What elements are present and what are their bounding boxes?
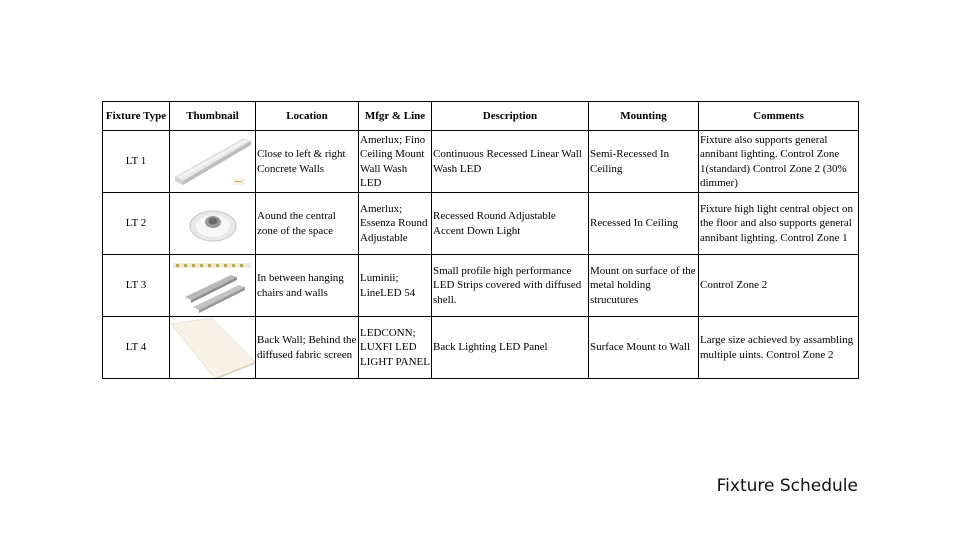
led-panel-fixture-image [171,318,255,378]
mfgr-line-cell: Luminii; LineLED 54 [359,255,432,317]
location-cell: In between hanging chairs and walls [256,255,359,317]
comments-cell: Fixture also supports general annibant lighting. Control Zone 1(standard) Control Zone 2 (30% dimmer) [699,131,859,193]
fixture-schedule-table [102,101,859,379]
table-row [103,193,859,255]
description-cell: Small profile high performance LED Strips covered with diffused shell. [432,255,589,317]
header-fixture-type: Fixture Type [103,102,170,131]
slide-title: Fixture Schedule [716,476,858,496]
mfgr-line-cell: LEDCONN; LUXFI LED LIGHT PANEL [359,317,432,379]
thumbnail-cell [170,255,256,317]
comments-cell: Control Zone 2 [699,255,859,317]
mounting-cell: Mount on surface of the metal holding strucutures [589,255,699,317]
header-comments: Comments [699,102,859,131]
table-header-row [103,102,859,131]
table-row [103,317,859,379]
location-cell: Close to left & right Concrete Walls [256,131,359,193]
mfgr-line-cell: Amerlux; Fino Ceiling Mount Wall Wash LED [359,131,432,193]
header-description: Description [432,102,589,131]
led-strip-fixture-image [171,257,255,315]
linear-wall-wash-fixture-image [173,133,253,191]
mounting-cell: Semi-Recessed In Ceiling [589,131,699,193]
round-downlight-fixture-image [178,199,248,249]
fixture-type-cell: LT 3 [103,255,170,317]
thumbnail-cell [170,317,256,379]
description-cell: Back Lighting LED Panel [432,317,589,379]
mfgr-line-cell: Amerlux; Essenza Round Adjustable [359,193,432,255]
comments-cell: Large size achieved by assambling multiple uints. Control Zone 2 [699,317,859,379]
location-cell: Back Wall; Behind the diffused fabric screen [256,317,359,379]
description-cell: Continuous Recessed Linear Wall Wash LED [432,131,589,193]
header-thumbnail: Thumbnail [170,102,256,131]
fixture-type-cell: LT 4 [103,317,170,379]
mounting-cell: Recessed In Ceiling [589,193,699,255]
description-cell: Recessed Round Adjustable Accent Down Light [432,193,589,255]
header-mfgr-line: Mfgr & Line [359,102,432,131]
location-cell: Aound the central zone of the space [256,193,359,255]
fixture-type-cell: LT 2 [103,193,170,255]
header-location: Location [256,102,359,131]
comments-cell: Fixture high light central object on the floor and also supports general annibant lighting. Control Zone 1 [699,193,859,255]
thumbnail-cell [170,193,256,255]
table-row [103,255,859,317]
fixture-type-cell: LT 1 [103,131,170,193]
thumbnail-cell [170,131,256,193]
mounting-cell: Surface Mount to Wall [589,317,699,379]
header-mounting: Mounting [589,102,699,131]
table-row [103,131,859,193]
